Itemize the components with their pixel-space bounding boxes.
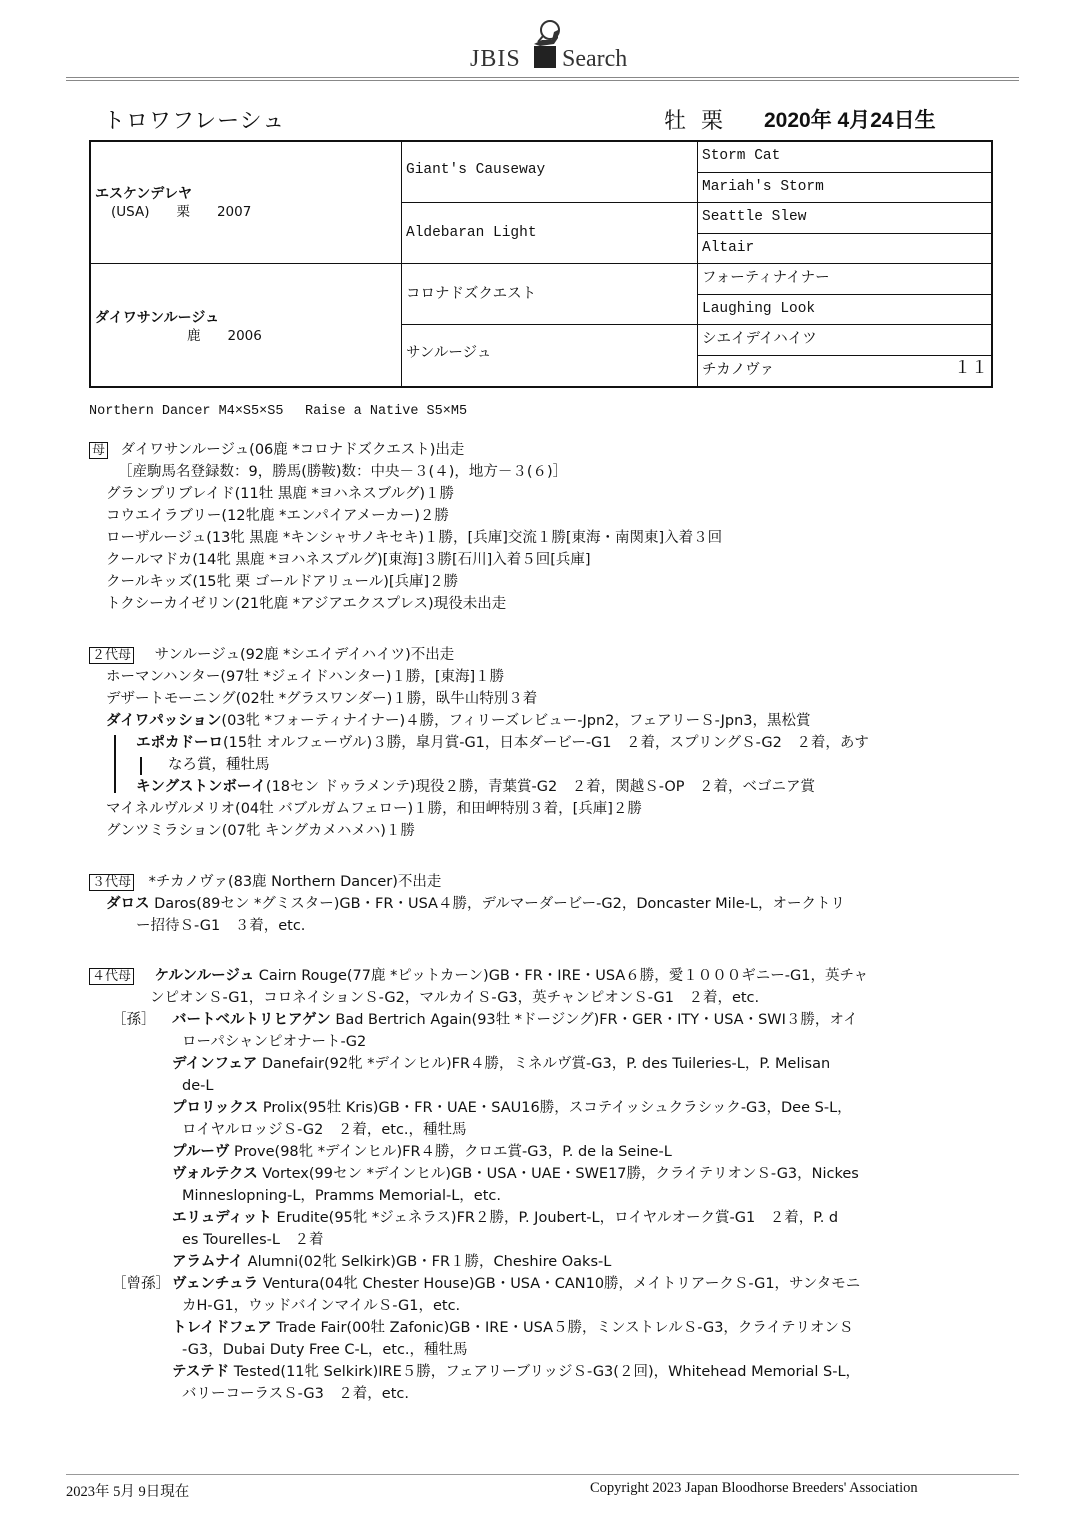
ped-g3-cell bbox=[698, 264, 991, 295]
footer-date: 2023年 5月 9日現在 bbox=[66, 1484, 190, 1500]
daros-name: ダロス bbox=[106, 896, 150, 912]
list-item bbox=[172, 1274, 860, 1294]
entry-record: Danefair(92牝 *デインヒル)FR４勝，ミネルヴ賞-G3，P. des Tuileries-L，P. Melisan bbox=[257, 1056, 831, 1072]
list-item-cont: カH-G1，ウッドバインマイルＳ-G1，etc. bbox=[182, 1298, 461, 1314]
list-item-cont: Minneslopning-L，Pramms Memorial-L，etc. bbox=[182, 1188, 501, 1204]
entry-name: エリュディット bbox=[172, 1210, 272, 1226]
list-item bbox=[106, 711, 811, 731]
great-grandchild-label: ［曾孫］ bbox=[112, 1276, 170, 1292]
ped-g3-cell bbox=[698, 325, 991, 356]
ped-sire-name: エスケンデレヤ bbox=[95, 186, 193, 202]
ped-g3-cell bbox=[698, 234, 991, 265]
descendant-bracket bbox=[114, 735, 116, 793]
horse-name: トロワフレーシュ bbox=[103, 109, 286, 134]
ped-g3-name: Storm Cat bbox=[702, 148, 781, 164]
g2-head-text: サンルージュ(92鹿 *シエイデイハイツ)不出走 bbox=[154, 647, 455, 663]
entry-record: Vortex(99セン *デインヒル)GB・USA・UAE・SWE17勝，クライテリオンＳ-G3，Nickes bbox=[257, 1166, 859, 1182]
horse-sex: 牡 bbox=[664, 109, 687, 134]
list-item: グンツミラション(07牝 キングカメハメハ)１勝 bbox=[106, 823, 415, 839]
horse-birthdate: 2020年 4月24日生 bbox=[764, 109, 936, 132]
entry-record: Alumni(02牝 Selkirk)GB・FR１勝，Cheshire Oaks-L bbox=[243, 1254, 612, 1270]
list-item-cont: ローパシャンピオナート-G2 bbox=[182, 1034, 367, 1050]
ped-g2-name: コロナドズクエスト bbox=[406, 286, 537, 302]
ped-dam-name: ダイワサンルージュ bbox=[95, 310, 220, 326]
ped-g2-cell bbox=[402, 203, 698, 264]
ped-g3-cell bbox=[698, 295, 991, 326]
footer-rule bbox=[66, 1474, 1019, 1475]
ped-g3-name: Altair bbox=[702, 239, 755, 256]
ped-g3-cell bbox=[698, 203, 991, 234]
entry-name: バートベルトリヒアゲン bbox=[172, 1012, 331, 1028]
logo-text-jbis: JBIS bbox=[470, 46, 521, 72]
ped-g3-cell bbox=[698, 173, 991, 204]
cairn-rouge-record: Cairn Rouge(77鹿 *ピットカーン)GB・FR・IRE・USA６勝，愛１０００ギニー-G1，英チャ bbox=[254, 968, 869, 984]
list-item-cont: es Tourelles-L ２着 bbox=[182, 1232, 324, 1248]
ped-g2-cell bbox=[402, 142, 698, 203]
epoca-d-oro-name: エポカドーロ bbox=[136, 735, 223, 751]
g2-section-head bbox=[89, 645, 454, 665]
list-item: トクシーカイゼリン(21牝鹿 *アジアエクスプレス)現役未出走 bbox=[106, 596, 507, 612]
entry-record: Prove(98牝 *デインヒル)FR４勝，クロエ賞-G3，P. de la Seine-L bbox=[229, 1144, 672, 1160]
section-label-g4: ４代母 bbox=[89, 968, 134, 985]
ped-g2-name: Aldebaran Light bbox=[406, 225, 537, 241]
list-item bbox=[172, 1252, 611, 1272]
logo-text-search: Search bbox=[562, 46, 628, 72]
list-item bbox=[106, 894, 845, 914]
ped-g2-name: サンルージュ bbox=[406, 345, 492, 361]
entry-name: テステド bbox=[172, 1364, 230, 1380]
header-rule-top bbox=[66, 77, 1019, 78]
list-item: グランプリブレイド(11牡 黒鹿 *ヨハネスブルグ)１勝 bbox=[106, 486, 454, 502]
cairn-rouge-name: ケルンルージュ bbox=[154, 968, 255, 984]
list-item-cont: バリーコーラスＳ-G3 ２着，etc. bbox=[182, 1386, 409, 1402]
list-item-cont: ロイヤルロッジＳ-G2 ２着，etc.，種牡馬 bbox=[182, 1122, 467, 1138]
entry-name: アラムナイ bbox=[172, 1254, 244, 1270]
list-item: ホーマンハンター(97牡 *ジェイドハンター)１勝，[東海]１勝 bbox=[106, 669, 505, 685]
list-item bbox=[172, 1208, 838, 1228]
list-item bbox=[172, 1010, 858, 1030]
list-item: ローザルージュ(13牝 黒鹿 *キンシャサノキセキ)１勝，[兵庫]交流１勝[東海・南関東]入着３回 bbox=[106, 530, 723, 546]
dam-section-head bbox=[89, 440, 464, 460]
ped-g3-name: シエイデイハイツ bbox=[702, 331, 817, 347]
kingston-boy-name: キングストンボーイ bbox=[136, 779, 266, 795]
entry-record: Prolix(95牡 Kris)GB・FR・UAE・SAU16勝，スコテイッシュクラシック-G3，Dee S-L， bbox=[258, 1100, 852, 1116]
list-item bbox=[136, 777, 815, 797]
list-item-cont: ー招待Ｓ-G1 ３着，etc. bbox=[136, 918, 306, 934]
ped-sire-cell bbox=[91, 142, 402, 264]
family-number: １１ bbox=[954, 357, 988, 378]
ped-g2-name: Giant's Causeway bbox=[406, 162, 546, 178]
ped-g3-name: チカノヴァ bbox=[702, 361, 775, 378]
daiwa-passion-record: (03牝 *フォーティナイナー)４勝，フィリーズレビュー-Jpn2，フェアリーＳ-Jpn3，黒松賞 bbox=[221, 713, 811, 729]
g3-head-text: *チカノヴァ(83鹿 Northern Dancer)不出走 bbox=[148, 874, 442, 890]
list-item: マイネルヴルメリオ(04牡 バブルガムフェロー)１勝，和田岬特別３着，[兵庫]２勝 bbox=[106, 801, 642, 817]
entry-record: Bad Bertrich Again(93牡 *ドージング)FR・GER・ITY・USA・SWI３勝，オイ bbox=[330, 1012, 858, 1028]
list-item bbox=[136, 733, 869, 753]
horse-color: 栗 bbox=[701, 109, 724, 134]
daiwa-passion-name: ダイワパッション bbox=[106, 713, 222, 729]
grandchild-label: ［孫］ bbox=[112, 1012, 156, 1028]
list-item-cont: -G3，Dubai Duty Free C-L，etc.，種牡馬 bbox=[182, 1342, 468, 1358]
list-item bbox=[172, 1318, 853, 1338]
ped-g3-cell bbox=[698, 356, 991, 387]
list-item: コウエイラブリー(12牝鹿 *エンパイアメーカー)２勝 bbox=[106, 508, 449, 524]
entry-name: ヴェンチュラ bbox=[172, 1276, 258, 1292]
dam-summary: ［産駒馬名登録数：9，勝馬(勝鞍)数：中央－３(４)，地方－３(６)］ bbox=[118, 464, 568, 480]
list-item bbox=[172, 1142, 672, 1162]
entry-name: ヴォルテクス bbox=[172, 1166, 258, 1182]
jbis-search-logo[interactable] bbox=[470, 14, 640, 76]
ped-dam-info: 鹿 2006 bbox=[187, 328, 262, 344]
ped-g3-cell bbox=[698, 142, 991, 173]
section-label-g3: ３代母 bbox=[89, 874, 134, 891]
ped-dam-cell bbox=[91, 264, 402, 386]
ped-g3-name: Mariah's Storm bbox=[702, 178, 824, 195]
g4-section-head bbox=[89, 966, 868, 986]
list-item-cont: なろ賞，種牡馬 bbox=[168, 757, 270, 773]
list-item: クールキッズ(15牝 栗 ゴールドアリュール)[兵庫]２勝 bbox=[106, 574, 459, 590]
ped-g3-name: Seattle Slew bbox=[702, 209, 807, 225]
footer-copyright: Copyright 2023 Japan Bloodhorse Breeders' Association bbox=[590, 1480, 918, 1496]
pedigree-table bbox=[89, 140, 993, 388]
entry-record: Ventura(04牝 Chester House)GB・USA・CAN10勝，メイトリアークＳ-G1，サンタモニ bbox=[258, 1276, 861, 1292]
entry-record: Trade Fair(00牡 Zafonic)GB・IRE・USA５勝，ミンストレルＳ-G3，クライテリオンＳ bbox=[271, 1320, 854, 1336]
g3-section-head bbox=[89, 872, 441, 892]
inbreeding-line: Northern Dancer M4×S5×S5 Raise a Native S5×M5 bbox=[89, 404, 468, 419]
entry-name: デインフェア bbox=[172, 1056, 258, 1072]
section-label-g2: ２代母 bbox=[89, 647, 134, 664]
list-item bbox=[172, 1054, 830, 1074]
header-rule-bottom bbox=[66, 80, 1019, 81]
entry-name: プロリックス bbox=[172, 1100, 259, 1116]
ped-g3-name: フォーティナイナー bbox=[702, 270, 830, 286]
daros-record: Daros(89セン *グミスター)GB・FR・USA４勝，デルマーダービー-G2，Doncaster Mile-L，オークトリ bbox=[149, 896, 845, 912]
list-item-cont: de-L bbox=[182, 1078, 214, 1094]
list-item-cont: ンピオンＳ-G1，コロネイションＳ-G2，マルカイＳ-G3，英チャンピオンＳ-G1 ２着，etc. bbox=[150, 990, 760, 1006]
kingston-boy-record: (18セン ドゥラメンテ)現役２勝，青葉賞-G2 ２着，関越Ｓ-OP ２着，ベゴニア賞 bbox=[265, 779, 815, 795]
descendant-bracket bbox=[140, 757, 142, 775]
list-item bbox=[172, 1098, 852, 1118]
list-item: デザートモーニング(02牡 *グラスワンダー)１勝，臥牛山特別３着 bbox=[106, 691, 538, 707]
list-item bbox=[172, 1362, 860, 1382]
ped-sire-info: (USA) 栗 2007 bbox=[111, 204, 252, 220]
ped-g3-name: Laughing Look bbox=[702, 300, 816, 317]
magnifier-horse-icon bbox=[528, 18, 562, 70]
list-item: クールマドカ(14牝 黒鹿 *ヨハネスブルグ)[東海]３勝[石川]入着５回[兵庫] bbox=[106, 552, 591, 568]
entry-name: プルーヴ bbox=[172, 1144, 230, 1160]
section-label-dam: 母 bbox=[89, 442, 108, 459]
epoca-d-oro-record: (15牡 オルフェーヴル)３勝，皐月賞-G1，日本ダービー-G1 ２着，スプリングＳ-G2 ２着，あす bbox=[223, 735, 869, 751]
dam-head-text: ダイワサンルージュ(06鹿 *コロナドズクエスト)出走 bbox=[120, 442, 465, 458]
entry-record: Tested(11牝 Selkirk)IRE５勝，フェアリーブリッジＳ-G3(２回)，Whitehead Memorial S-L， bbox=[229, 1364, 861, 1380]
ped-g2-cell bbox=[402, 325, 698, 386]
ped-g2-cell bbox=[402, 264, 698, 325]
entry-name: トレイドフェア bbox=[172, 1320, 272, 1336]
entry-record: Erudite(95牝 *ジェネラス)FR２勝，P. Joubert-L，ロイヤルオーク賞-G1 ２着，P. d bbox=[271, 1210, 839, 1226]
list-item bbox=[172, 1164, 859, 1184]
